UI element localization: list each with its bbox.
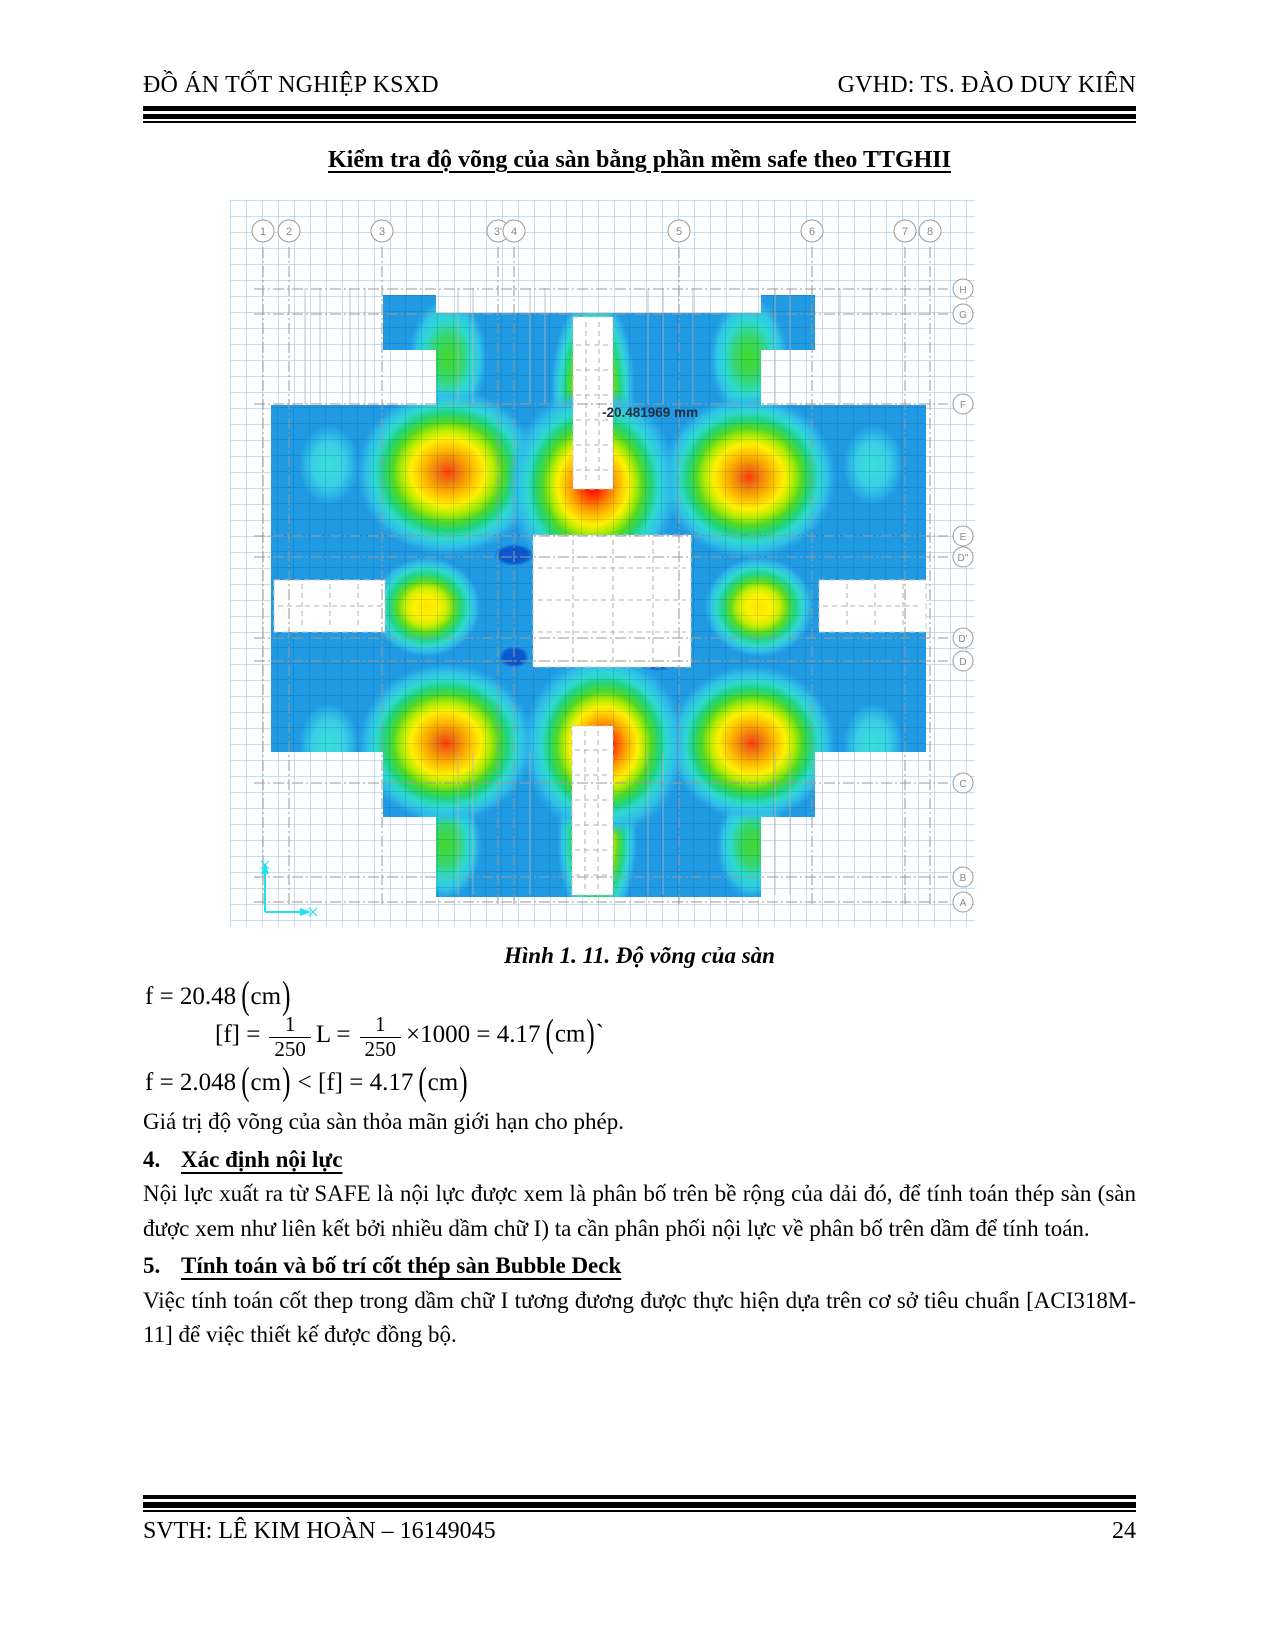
- section-5-heading: 5. Tính toán và bố trí cốt thép sàn Bubble Deck: [143, 1253, 622, 1279]
- grid-bubble-column: [371, 220, 393, 242]
- grid-bubble-column: [894, 220, 916, 242]
- svg-text:G: G: [959, 310, 967, 321]
- footer-divider: [143, 1495, 1136, 1512]
- conclusion-text: Giá trị độ võng của sàn thỏa mãn giới hạn cho phép.: [143, 1109, 624, 1135]
- grid-bubble-row: [953, 547, 973, 567]
- svg-text:A: A: [959, 898, 967, 909]
- header-left-text: ĐỒ ÁN TỐT NGHIỆP KSXD: [143, 72, 439, 98]
- svg-text:F: F: [959, 400, 967, 411]
- svg-text:7: 7: [901, 226, 909, 238]
- grid-bubble-row: [953, 304, 973, 324]
- max-deflection-label: -20.481969 mm: [602, 405, 699, 420]
- formula-deflection: f = 20.48 (cm): [145, 975, 291, 1018]
- svg-text:E: E: [959, 532, 967, 543]
- grid-bubble-row: [953, 867, 973, 887]
- section-5-paragraph: Việc tính toán cốt thep trong dầm chữ I tương đương được thực hiện dựa trên cơ sở tiêu chuẩn [ACI318M-11] để việc thiết kế được đồng bộ.: [143, 1287, 1136, 1348]
- grid-bubble-row: [953, 279, 973, 299]
- svg-text:D'': D'': [957, 553, 969, 564]
- contour-plot-svg: [230, 200, 975, 927]
- svg-text:6: 6: [808, 226, 816, 238]
- formula-allowable: [f] = $\frac{1}{250}$ L = $\frac{1}{250}$ ×1000 = 4.17 (cm)`: [215, 1012, 605, 1061]
- column-grid-bubbles: [252, 220, 941, 242]
- grid-bubble-column: [919, 220, 941, 242]
- grid-bubble-column: [503, 220, 525, 242]
- page-footer: [143, 1488, 1136, 1545]
- row-grid-bubbles: [953, 279, 973, 912]
- svg-text:2: 2: [285, 226, 293, 238]
- fraction: $\frac{1}{250}$: [360, 1013, 402, 1061]
- section-4-paragraph: Nội lực xuất ra từ SAFE là nội lực được xem là phân bố trên bề rộng của dải đó, để tính toán thép sàn (sàn được xem như liên kết bởi nhiều dầm chữ I) ta cần phân phối nội lực về phân bố trên dầm để tính toán.: [143, 1181, 1136, 1241]
- deflection-contour-figure: [230, 200, 975, 927]
- page-header: [143, 72, 1136, 99]
- footer-page-number: 24: [1112, 1518, 1136, 1544]
- grid-bubble-row: [953, 526, 973, 546]
- grid-bubble-column: [252, 220, 274, 242]
- grid-bubble-column: [278, 220, 300, 242]
- figure-caption: Hình 1. 11. Độ võng của sàn: [504, 943, 775, 968]
- grid-bubble-column: [668, 220, 690, 242]
- svg-text:5: 5: [675, 226, 683, 238]
- fraction: $\frac{1}{250}$: [269, 1013, 311, 1061]
- formula-comparison: f = 2.048 (cm) < [f] = 4.17 (cm): [145, 1061, 468, 1104]
- grid-bubble-column: [801, 220, 823, 242]
- grid-bubble-row: [953, 394, 973, 414]
- header-divider: [143, 106, 1136, 123]
- grid-bubble-row: [953, 892, 973, 912]
- grid-bubble-row: [953, 628, 973, 648]
- svg-text:8: 8: [926, 226, 934, 238]
- footer-author: SVTH: LÊ KIM HOÀN – 16149045: [143, 1518, 496, 1544]
- svg-text:C: C: [959, 779, 967, 790]
- svg-text:B: B: [959, 873, 967, 884]
- grid-bubble-row: [953, 773, 973, 793]
- svg-text:4: 4: [510, 226, 518, 238]
- page-title: Kiểm tra độ võng của sàn bằng phần mềm safe theo TTGHII: [328, 147, 951, 173]
- grid-bubble-row: [953, 651, 973, 671]
- header-right-text: GVHD: TS. ĐÀO DUY KIÊN: [837, 72, 1136, 98]
- svg-text:H: H: [959, 285, 967, 296]
- svg-text:3: 3: [378, 226, 386, 238]
- svg-text:3': 3': [493, 226, 503, 238]
- svg-text:D': D': [958, 634, 968, 645]
- section-4-heading: 4. Xác định nội lực: [143, 1146, 343, 1172]
- svg-text:1: 1: [259, 226, 267, 238]
- svg-text:D: D: [959, 657, 967, 668]
